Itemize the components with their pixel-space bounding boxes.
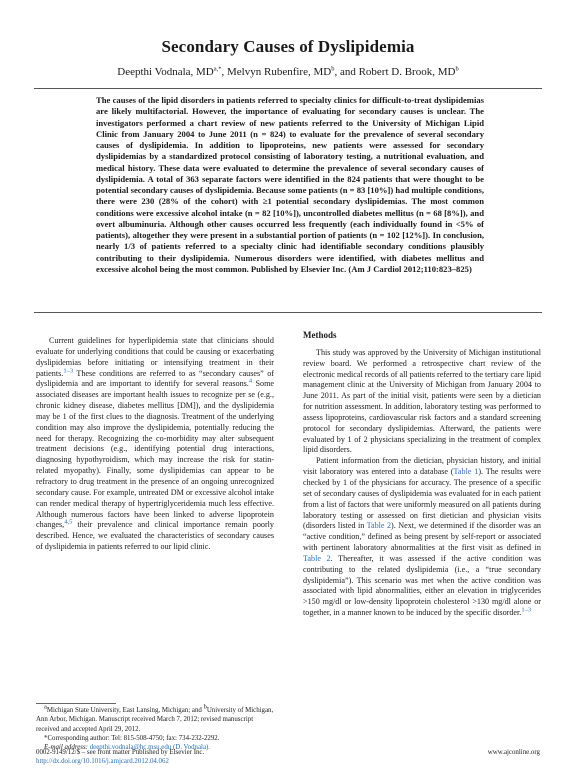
- author-name: , and Robert D. Brook, MD: [334, 66, 456, 78]
- text-run: . Thereafter, it was assessed if the active condition was contributing to the related dyslipidemia (i.e., a “true secondary dyslipidemia”). This scenario was met when the active condition was associated with lipid abnormalities, either an elevation in triglycerides >150 mg/dl or low-density lipoprotein cholesterol >130 mg/dl alone or together, in a manner known to be induced by the specific disorder.: [303, 553, 541, 618]
- affiliation-marker: a,: [213, 65, 219, 73]
- footnote-divider: [36, 703, 116, 704]
- affiliation-footnote: [36, 703, 274, 734]
- text-run: ). Next, we determined if the disorder was an “active condition,” defined as being present by self-report or associated with pertinent laboratory abnormalities at the first visit as defined in: [303, 521, 541, 553]
- email-link[interactable]: deepthi.vodnala@hc.msu.edu (D. Vodnala).: [87, 744, 211, 751]
- article-title: Secondary Causes of Dyslipidemia: [161, 37, 415, 56]
- abstract-divider: [34, 312, 542, 313]
- text-run: Patient information from the dietician, physician history, and initial visit laboratory was entered into a database (: [303, 456, 541, 477]
- author-name: Deepthi Vodnala, MD: [117, 66, 214, 78]
- text-run: Some associated diseases are important health issues to recognize per se (e.g., chronic kidney disease, diabetes mellitus [DM]), and the dyslipidemia may be 1 of the first clues to the diagnosis. Treatment of the underlying condition may also improve the dyslipidemia, potentially reducing the need for therapy. Recognizing the co-morbidity may alter subsequent treatment decisions (e.g., identifying potential drug interactions, diagnosing hypothyroidism, which may increase the risk for statin-related myopathy). Finally, some dyslipidemias can appear to be refractory to drug treatment in the presence of an ongoing unrecognized secondary cause. For example, untreated DM or excessive alcohol intake can render medical therapy of hypertriglyceridemia much less effective. Although numerous factors have been linked to adverse lipoprotein changes,: [36, 379, 274, 530]
- journal-site: www.ajconline.org: [487, 749, 540, 756]
- text-run: These conditions are referred to as “secondary causes” of dyslipidemia and are important to identify for several reasons.: [36, 368, 274, 389]
- reference-link[interactable]: 1–3: [521, 606, 532, 614]
- text-run: their prevalence and clinical importance remain poorly described. Hence, we evaluated the characteristics of secondary causes of dyslipidemia in patients referred to our lipid clinic.: [36, 520, 274, 552]
- affiliation-marker: b: [455, 65, 459, 73]
- text-run: ). The results were checked by 1 of the physicians for accuracy. The presence of a specific set of secondary causes of dyslipidemia was evaluated for in each patient from a list of factors that were uniformly measured on all patients during laboratory testing or assessed on first dietician and physician visits (disorders listed in: [303, 467, 541, 531]
- reference-link[interactable]: 4,5: [64, 518, 73, 526]
- corresponding-footnote: *Corresponding author: Tel: 815-508-4750; fax: 734-232-2292.: [44, 735, 220, 742]
- reference-link[interactable]: 1–3: [63, 366, 74, 374]
- left-column: [36, 336, 274, 553]
- methods-paragraph: [303, 456, 541, 619]
- email-label: E-mail address:: [44, 744, 88, 751]
- doi-link[interactable]: http://dx.doi.org/10.1016/j.amjcard.2012.04.062: [36, 758, 169, 765]
- affiliation-marker: a: [44, 703, 47, 711]
- methods-paragraph: This study was approved by the University of Michigan institutional review board. We performed a retrospective chart review of the electronic medical records of all patients referred to the tertiary care lipid management clinic at the University of Michigan from January 2004 to June 2011. As part of the initial visit, patients were seen by a dietician for nutrition assessment. In addition, laboratory testing was performed to assess lipoproteins, cardiovascular risk factors and a standard screening protocol for secondary dyslipidemias. Afterward, the patients were evaluated by 1 of 2 physicians specializing in the treatment of complex lipid disorders.: [303, 347, 541, 455]
- abstract: The causes of the lipid disorders in patients referred to specialty clinics for difficult-to-treat dyslipidemias are likely multifactorial. However, the importance of evaluating for secondary causes is unclear. The investigators performed a chart review of new patients referred to the University of Michigan Lipid Clinic from January 2004 to June 2011 (n = 824) to evaluate for the prevalence of several secondary causes of dyslipidemia. In addition to lipoproteins, new patients were assessed for secondary dyslipidemias by a standardized protocol consisting of laboratory testing, a nutritional evaluation, and medical history. These data were evaluated to determine the prevalence of several secondary causes of dyslipidemia. A total of 363 separate factors were identified in the 824 patients that were thought to be potential secondary causes of dyslipidemia. Because some patients (n = 83 [10%]) had multiple conditions, there were 230 (28% of the cohort) with ≥1 potential secondary dyslipidemias. The most common conditions were excessive alcohol intake (n = 82 [10%]), uncontrolled diabetes mellitus (n = 68 [8%]), and overt albuminuria. Although other causes occurred less frequently (each individually found in <5% of patients), altogether they were present in a substantial portion of patients (n = 102 [12%]). In conclusion, nearly 1/3 of patients referred to a specialty clinic had identifiable secondary conditions plausibly contributing to their dyslipidemia. Numerous disorders were identified, with diabetes mellitus and excessive alcohol being the most common. Published by Elsevier Inc. (Am J Cardiol 2012;110:823–825): [96, 95, 484, 274]
- issn-line: 0002-9149/12/$ – see front matter Published by Elsevier Inc.: [36, 749, 205, 756]
- corresponding-marker: *: [218, 65, 222, 73]
- text-run: Michigan State University, East Lansing, Michigan; and: [46, 707, 204, 714]
- affiliation-marker: b: [331, 65, 335, 73]
- text-run: Current guidelines for hyperlipidemia state that clinicians should evaluate for underlying conditions that could be causing or exacerbating dyslipidemias before initiating or intensifying treatment in their patients.: [36, 336, 274, 378]
- author-list: [0, 66, 576, 78]
- reference-link[interactable]: 4: [248, 377, 253, 385]
- section-heading-methods: Methods: [303, 330, 337, 340]
- table-link[interactable]: Table 1: [453, 467, 479, 477]
- table-link[interactable]: Table 2: [366, 521, 392, 531]
- author-name: , Melvyn Rubenfire, MD: [221, 66, 332, 78]
- right-column: [303, 330, 541, 619]
- header-divider: [34, 88, 542, 89]
- text-run: University of Michigan, Ann Arbor, Michigan. Manuscript received March 7, 2012; revised manuscript received and accepted April 29, 2012.: [36, 707, 274, 733]
- table-link[interactable]: Table 2: [303, 553, 331, 563]
- intro-paragraph: [36, 336, 274, 553]
- affiliation-marker: b: [203, 703, 207, 711]
